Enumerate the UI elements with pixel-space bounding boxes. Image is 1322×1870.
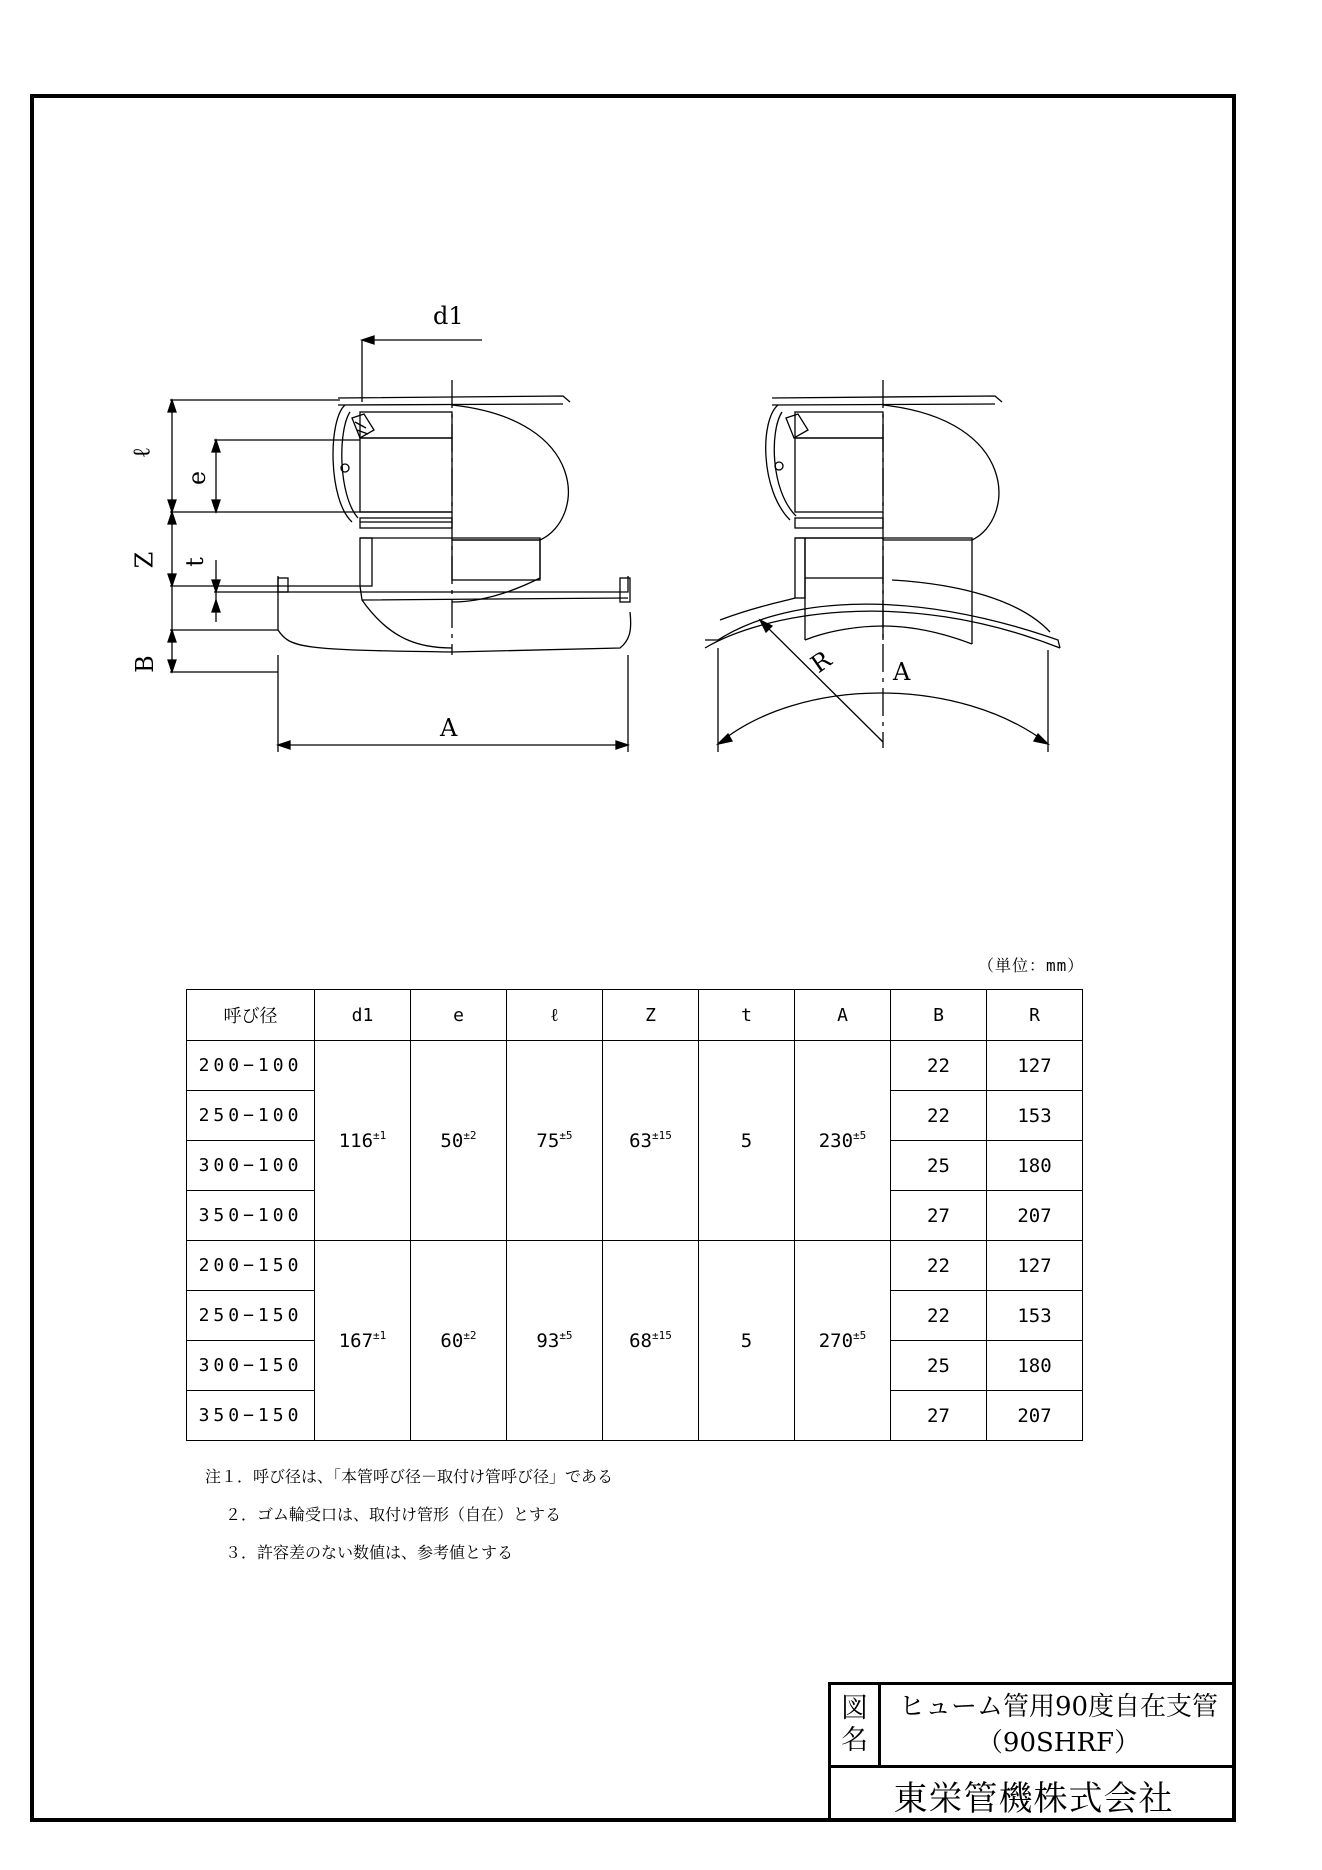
cell-b: 25 [891, 1341, 987, 1391]
left-view [168, 336, 631, 752]
cell-nominal: 250−150 [187, 1291, 315, 1341]
header-z: Z [603, 990, 699, 1041]
note-3: ３．許容差のない数値は、参考値とする [225, 1543, 514, 1562]
drawing-name-line1: ヒューム管用90度自在支管 [898, 1692, 1219, 1722]
table-row [187, 1241, 1083, 1291]
cell-b: 22 [891, 1091, 987, 1141]
drawing-name-line2: （90SHRF） [976, 1728, 1141, 1758]
cell-nominal: 300−150 [187, 1341, 315, 1391]
title-block [828, 1682, 1236, 1822]
cell-b: 27 [891, 1391, 987, 1441]
cell-a: $270^{\pm 5}$ [795, 1241, 891, 1441]
header-d1: d1 [315, 990, 411, 1041]
cell-r: 127 [987, 1241, 1083, 1291]
technical-drawing [0, 0, 1322, 900]
table-header-row [187, 990, 1083, 1041]
cell-b: 22 [891, 1291, 987, 1341]
cell-nominal: 200−150 [187, 1241, 315, 1291]
cell-t: 5 [699, 1241, 795, 1441]
title-label [831, 1685, 881, 1765]
cell-b: 27 [891, 1191, 987, 1241]
cell-l: $75^{\pm 5}$ [507, 1041, 603, 1241]
notes [205, 1458, 613, 1572]
cell-l: $93^{\pm 5}$ [507, 1241, 603, 1441]
cell-r: 127 [987, 1041, 1083, 1091]
label-b: B [130, 655, 159, 673]
header-l: ℓ [507, 990, 603, 1041]
cell-r: 180 [987, 1141, 1083, 1191]
cell-z: $68^{\pm 15}$ [603, 1241, 699, 1441]
cell-nominal: 350−150 [187, 1391, 315, 1441]
spec-table [186, 989, 1083, 1441]
cell-nominal: 300−100 [187, 1141, 315, 1191]
label-r: R [805, 645, 837, 679]
header-a: A [795, 990, 891, 1041]
label-a-right: A [893, 658, 911, 686]
cell-t: 5 [699, 1041, 795, 1241]
note-2: ２．ゴム輪受口は、取付け管形（自在）とする [225, 1505, 562, 1524]
cell-z: $63^{\pm 15}$ [603, 1041, 699, 1241]
header-nominal: 呼び径 [187, 990, 315, 1041]
cell-d1: $116^{\pm 1}$ [315, 1041, 411, 1241]
cell-b: 22 [891, 1241, 987, 1291]
cell-r: 180 [987, 1341, 1083, 1391]
drawing-name [881, 1685, 1236, 1765]
label-l: ℓ [127, 446, 156, 459]
title-label-1: 図 [841, 1693, 868, 1724]
cell-b: 25 [891, 1141, 987, 1191]
label-d1: d1 [433, 302, 464, 330]
note-1: 注１．呼び径は、「本管呼び径－取付け管呼び径」である [205, 1467, 614, 1486]
cell-nominal: 350−100 [187, 1191, 315, 1241]
cell-r: 153 [987, 1291, 1083, 1341]
company-name: 東栄管機株式会社 [893, 1778, 1174, 1819]
unit-note: （単位：mm） [978, 956, 1085, 975]
cell-e: $50^{\pm 2}$ [411, 1041, 507, 1241]
cell-a: $230^{\pm 5}$ [795, 1041, 891, 1241]
right-view [705, 380, 1060, 752]
cell-r: 207 [987, 1391, 1083, 1441]
label-z: Z [130, 551, 159, 569]
cell-e: $60^{\pm 2}$ [411, 1241, 507, 1441]
cell-nominal: 250−100 [187, 1091, 315, 1141]
cell-nominal: 200−100 [187, 1041, 315, 1091]
label-t: t [180, 557, 209, 567]
header-t: t [699, 990, 795, 1041]
header-e: e [411, 990, 507, 1041]
header-r: R [987, 990, 1083, 1041]
cell-d1: $167^{\pm 1}$ [315, 1241, 411, 1441]
cell-b: 22 [891, 1041, 987, 1091]
table-row [187, 1041, 1083, 1091]
cell-r: 207 [987, 1191, 1083, 1241]
header-b: B [891, 990, 987, 1041]
title-label-2: 名 [841, 1725, 868, 1756]
label-a-left: A [440, 714, 458, 742]
cell-r: 153 [987, 1091, 1083, 1141]
label-e: e [183, 470, 212, 486]
